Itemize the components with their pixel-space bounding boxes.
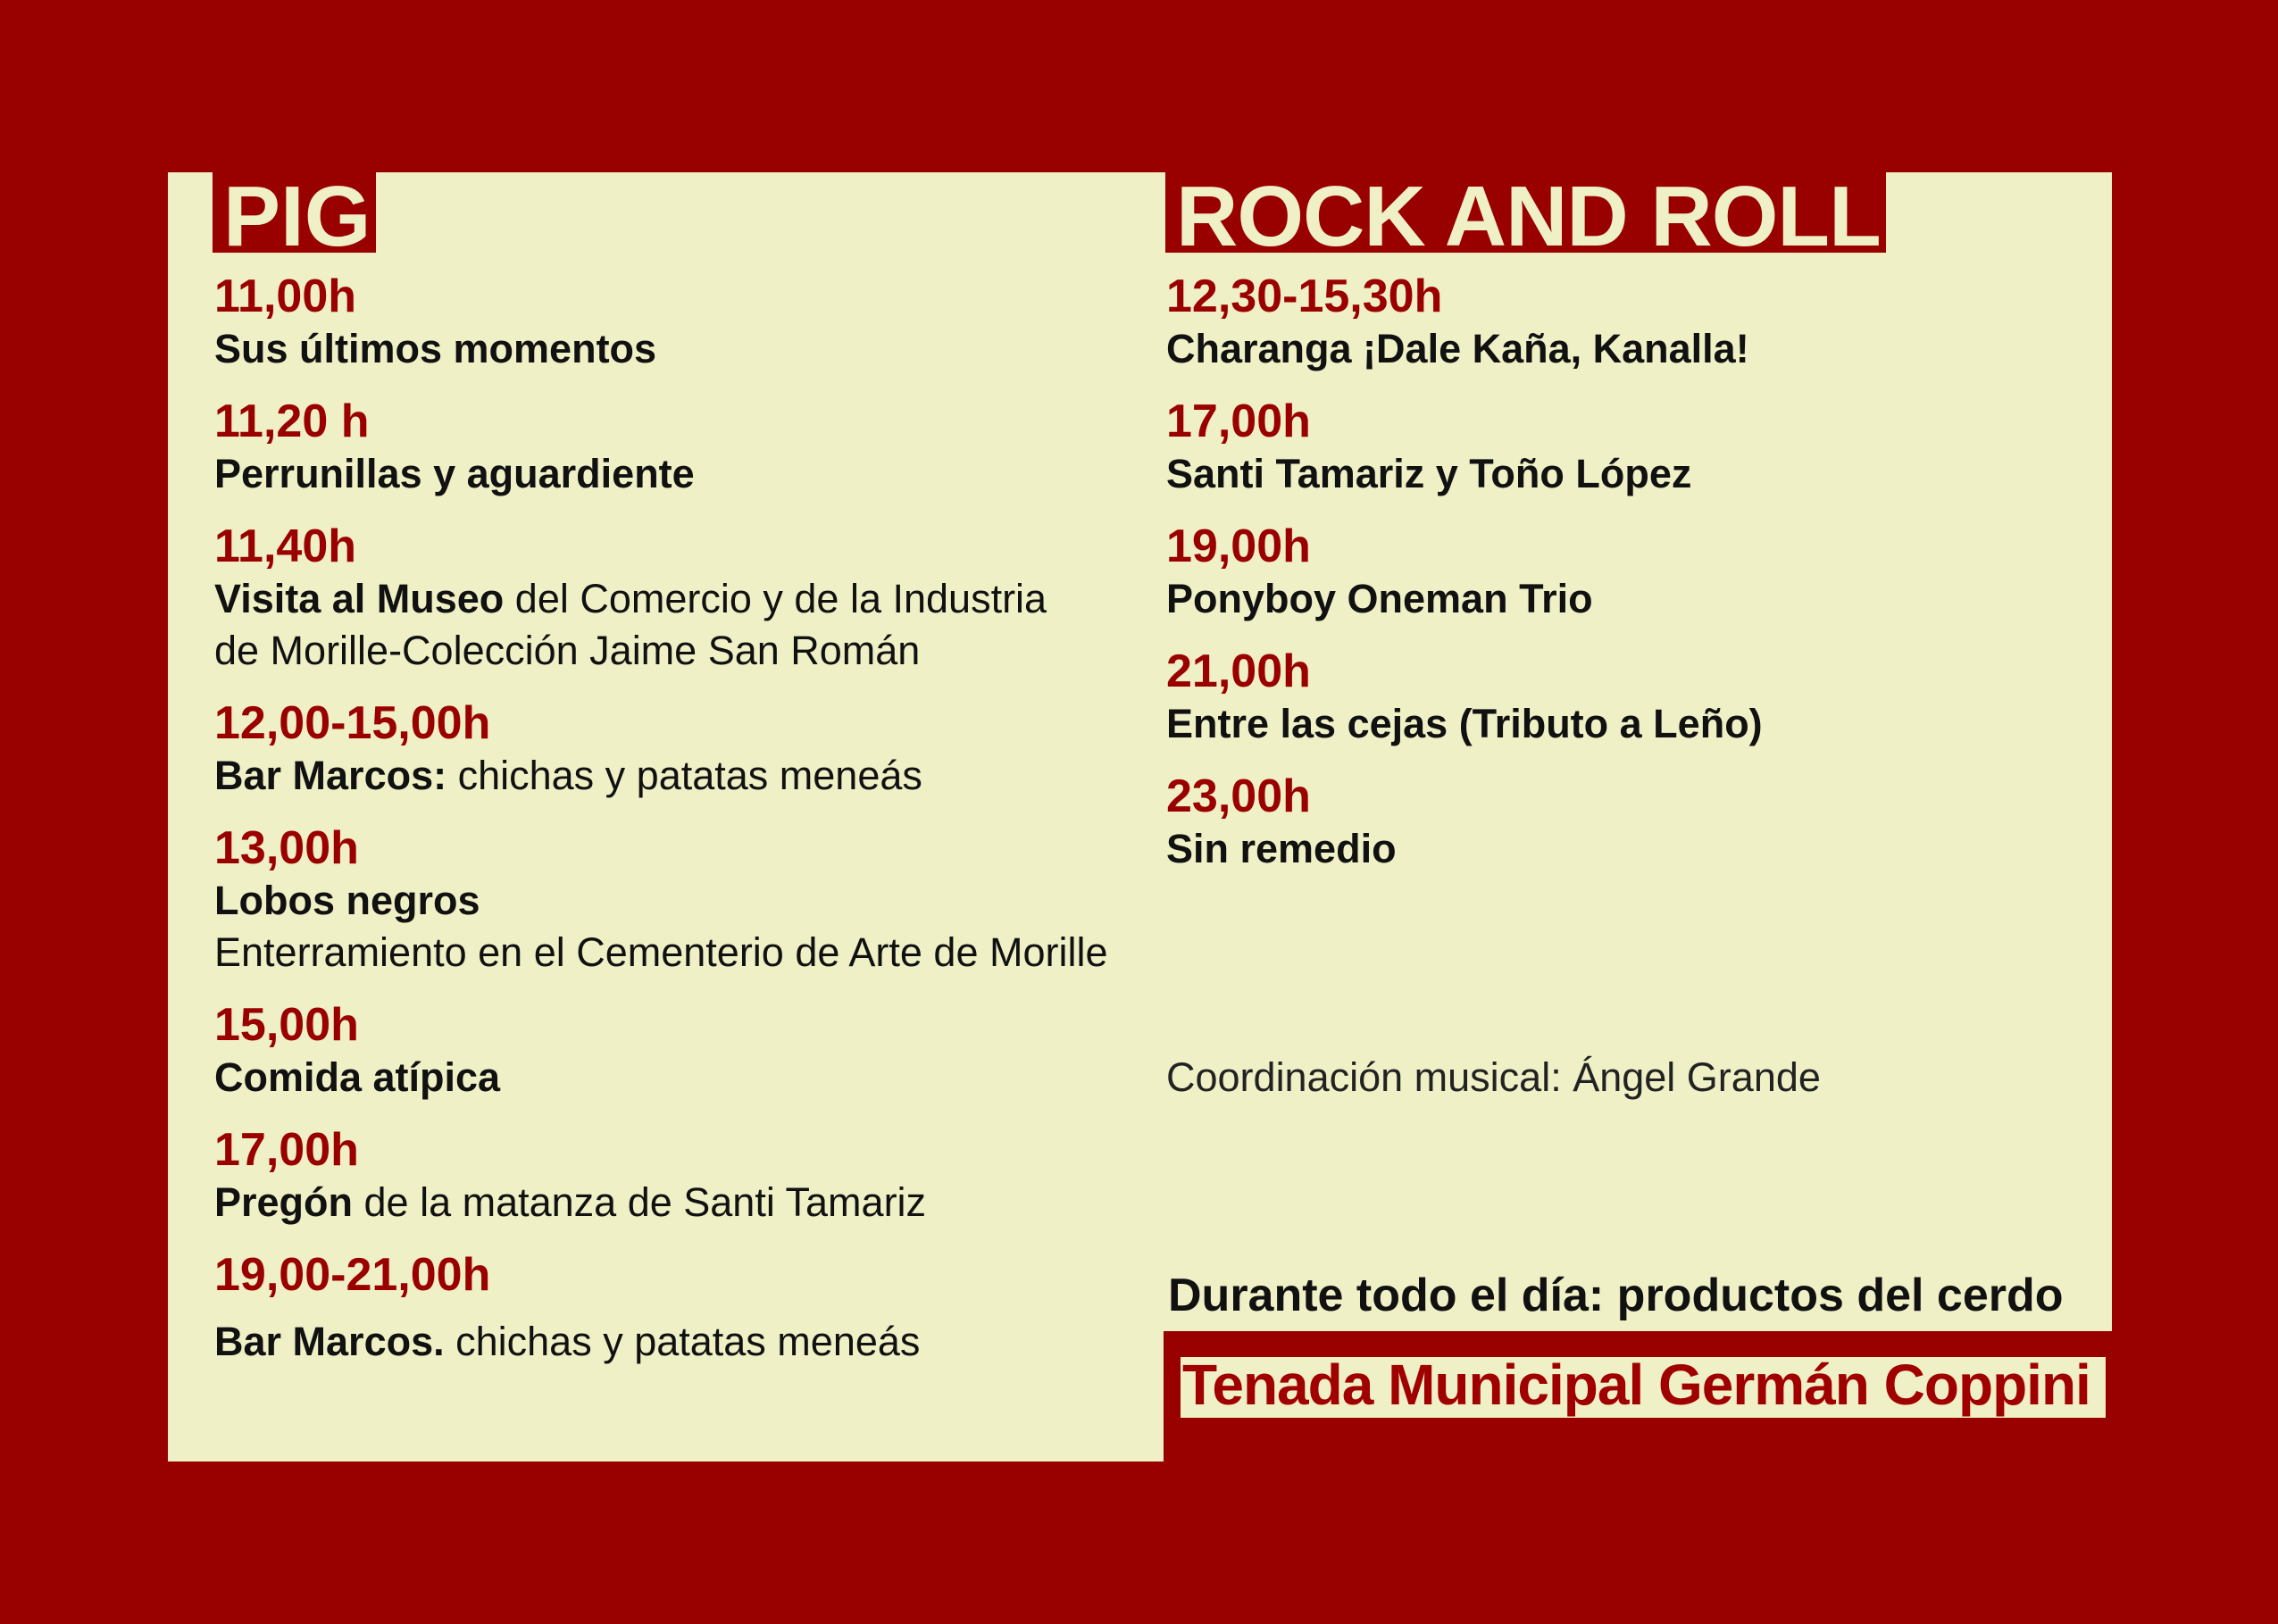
entry-bold: Entre las cejas (Tributo a Leño) xyxy=(1166,701,1763,746)
entry-line xyxy=(214,750,1107,802)
entry-line xyxy=(214,573,1107,625)
entry-bold: Perrunillas y aguardiente xyxy=(214,451,695,496)
entry-line xyxy=(214,875,1107,927)
entry-line xyxy=(214,1177,1107,1228)
entry-time: 19,00-21,00h xyxy=(214,1249,491,1301)
entry-normal: del Comercio y de la Industria xyxy=(504,576,1047,621)
entry-line xyxy=(1166,823,2068,875)
entry-bold: Sin remedio xyxy=(1166,826,1397,871)
all-day-note: Durante todo el día: productos del cerdo xyxy=(1168,1270,2064,1321)
entry-bold: Charanga ¡Dale Kaña, Kanalla! xyxy=(1166,326,1749,371)
entry-time: 19,00h xyxy=(1166,521,1311,572)
rock-schedule xyxy=(1166,270,2068,895)
entry-bold: Bar Marcos: xyxy=(214,753,447,798)
entry-bold: Bar Marcos. xyxy=(214,1319,445,1364)
entry-bold: Comida atípica xyxy=(214,1054,501,1100)
entry-line xyxy=(1166,573,2068,625)
music-coordination: Coordinación musical: Ángel Grande xyxy=(1166,1054,1821,1100)
entry-line xyxy=(214,1052,1107,1103)
entry-time: 12,30-15,30h xyxy=(1166,271,1443,322)
rock-entry xyxy=(1166,770,2068,875)
entry-normal: chichas y patatas meneás xyxy=(446,753,922,798)
entry-bold: Pregón xyxy=(214,1179,354,1225)
pig-entry xyxy=(214,270,1107,375)
entry-time: 11,20 h xyxy=(214,396,370,447)
pig-entry xyxy=(214,395,1107,500)
entry-line xyxy=(214,1316,1107,1368)
entry-normal: Enterramiento en el Cementerio de Arte de Morille xyxy=(214,929,1108,975)
pig-entry xyxy=(214,520,1107,677)
entry-time: 21,00h xyxy=(1166,645,1311,697)
entry-line xyxy=(214,927,1107,979)
pig-title: PIG xyxy=(213,172,376,253)
entry-line xyxy=(1166,323,2068,375)
pig-schedule xyxy=(214,270,1107,1387)
pig-entry xyxy=(214,1248,1107,1368)
entry-time: 11,40h xyxy=(214,521,357,572)
rock-entry xyxy=(1166,645,2068,750)
rock-entry xyxy=(1166,270,2068,375)
entry-time: 13,00h xyxy=(214,822,359,874)
entry-time: 15,00h xyxy=(214,999,359,1051)
entry-bold: Sus últimos momentos xyxy=(214,326,657,371)
entry-line xyxy=(1166,448,2068,500)
entry-time: 17,00h xyxy=(214,1124,359,1176)
rock-title: ROCK AND ROLL xyxy=(1165,172,1886,253)
venue-name: Tenada Municipal Germán Coppini xyxy=(1182,1353,2090,1417)
entry-time: 12,00-15,00h xyxy=(214,697,491,749)
entry-bold: Lobos negros xyxy=(214,878,480,923)
rock-entry xyxy=(1166,395,2068,500)
entry-line xyxy=(214,323,1107,375)
entry-line xyxy=(1166,698,2068,750)
entry-normal: chichas y patatas meneás xyxy=(444,1319,921,1364)
pig-entry xyxy=(214,998,1107,1103)
pig-entry xyxy=(214,696,1107,802)
entry-bold: Ponyboy Oneman Trio xyxy=(1166,576,1593,621)
entry-time: 17,00h xyxy=(1166,396,1311,447)
entry-bold: Santi Tamariz y Toño López xyxy=(1166,451,1692,496)
pig-entry xyxy=(214,1123,1107,1228)
entry-bold: Visita al Museo xyxy=(214,576,505,621)
entry-normal: de Morille-Colección Jaime San Román xyxy=(214,628,921,673)
entry-line xyxy=(214,448,1107,500)
entry-time: 11,00h xyxy=(214,271,357,322)
entry-time: 23,00h xyxy=(1166,770,1311,822)
entry-normal: de la matanza de Santi Tamariz xyxy=(353,1179,927,1225)
pig-entry xyxy=(214,821,1107,979)
rock-entry xyxy=(1166,520,2068,625)
entry-line xyxy=(214,625,1107,677)
